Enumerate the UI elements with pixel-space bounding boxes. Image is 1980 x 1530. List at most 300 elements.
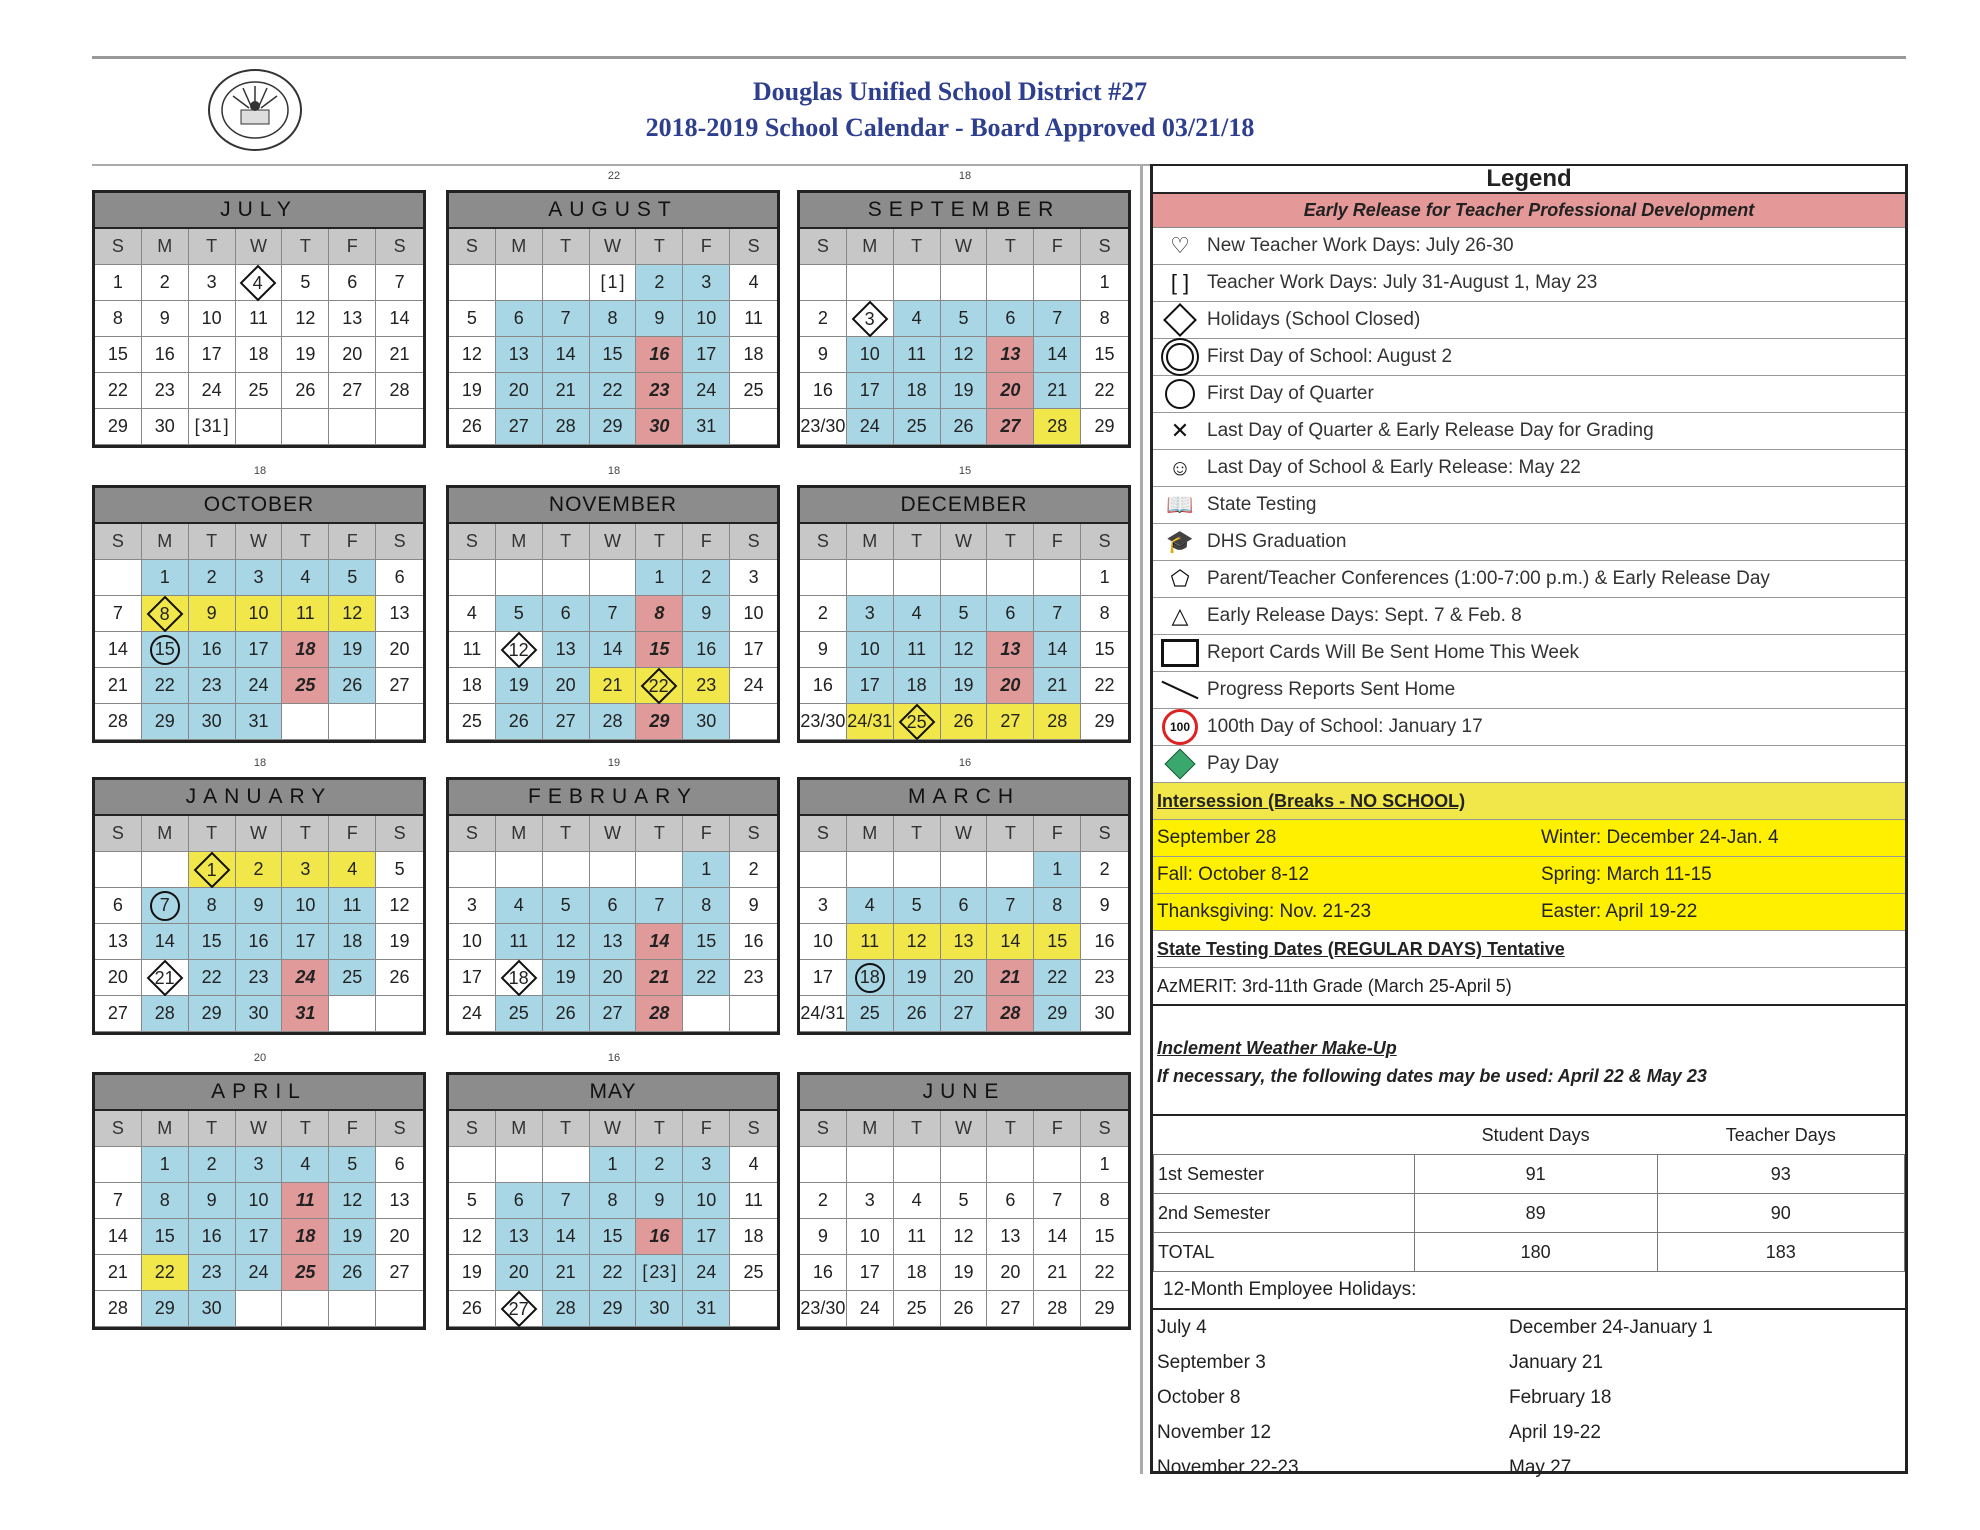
day-cell: [282, 301, 329, 337]
day-number: 19: [342, 639, 363, 659]
day-cell: [329, 1219, 376, 1255]
day-number: 15: [1047, 931, 1068, 951]
day-cell: [449, 852, 496, 888]
day-number: [ 23 ]: [642, 1262, 676, 1283]
day-number: 3: [466, 895, 477, 915]
day-cell: [800, 1291, 847, 1327]
day-number: 16: [201, 639, 222, 659]
weekday-label: T: [636, 816, 683, 851]
day-cell: [1034, 560, 1081, 596]
day-number: 5: [560, 895, 571, 915]
day-number: 8: [146, 595, 183, 632]
month-december: [797, 485, 1131, 743]
day-cell: [189, 1291, 236, 1327]
day-number: 15: [154, 1226, 175, 1246]
weekday-label: S: [393, 1118, 406, 1138]
month-july: [92, 190, 426, 448]
days-table-cell: 93: [1657, 1155, 1904, 1194]
day-cell: [987, 996, 1034, 1032]
month-day-count: 15: [958, 465, 972, 477]
month-april: [92, 1072, 426, 1330]
day-cell: [987, 337, 1034, 373]
day-number: 29: [649, 711, 670, 731]
day-number: 14: [107, 1226, 128, 1246]
day-cell: [800, 301, 847, 337]
month-name: DECEMBER: [800, 488, 1128, 524]
day-number: 2: [654, 1154, 665, 1174]
day-number: 6: [1005, 603, 1016, 623]
weekday-label: S: [747, 1118, 760, 1138]
day-number: 14: [1000, 931, 1021, 951]
day-number: 11: [744, 308, 763, 328]
day-number: 9: [817, 639, 828, 659]
day-number: 17: [696, 1226, 717, 1246]
diamond-icon: [1153, 308, 1207, 332]
day-number: 5: [347, 1154, 358, 1174]
inclement-weather-heading: Inclement Weather Make-Up: [1157, 1038, 1397, 1058]
day-cell: [847, 888, 894, 924]
intersession-text: Thanksgiving: Nov. 21-23: [1157, 901, 1372, 922]
day-cell: [730, 668, 777, 704]
day-cell: [800, 632, 847, 668]
day-number: 16: [154, 344, 175, 364]
day-number: 21: [555, 380, 576, 400]
month-november: [446, 485, 780, 743]
day-number: 7: [560, 1190, 571, 1210]
day-cell: [189, 301, 236, 337]
day-cell: [142, 704, 189, 740]
day-cell: [730, 1219, 777, 1255]
day-number: 29: [1094, 416, 1115, 436]
day-number: 3: [851, 300, 888, 337]
day-number: 20: [389, 639, 410, 659]
day-number: 5: [394, 859, 405, 879]
day-cell: [590, 960, 637, 996]
weekday-label: S: [449, 1111, 496, 1146]
day-number: 2: [159, 272, 170, 292]
weekday-label: S: [393, 236, 406, 256]
day-cell: [941, 409, 988, 445]
day-number: 26: [953, 711, 974, 731]
day-cell: [1081, 265, 1128, 301]
day-number: 30: [248, 1003, 269, 1023]
day-cell: [1081, 560, 1128, 596]
day-number: 12: [953, 639, 974, 659]
day-cell: [449, 1291, 496, 1327]
day-cell: [683, 596, 730, 632]
day-cell: [894, 1183, 941, 1219]
day-cell: [730, 337, 777, 373]
day-number: 15: [1094, 639, 1115, 659]
day-number: 20: [1000, 1262, 1021, 1282]
day-cell: [189, 852, 236, 888]
day-cell: [683, 337, 730, 373]
day-cell: [142, 1219, 189, 1255]
day-number: 1: [159, 1154, 170, 1174]
legend-row: [1153, 672, 1905, 709]
legend-text: DHS Graduation: [1207, 531, 1347, 552]
day-number: 22: [154, 675, 175, 695]
day-number: 8: [159, 1190, 170, 1210]
day-cell: [847, 337, 894, 373]
day-cell: [1034, 632, 1081, 668]
day-number: 21: [389, 344, 410, 364]
day-cell: [95, 1183, 142, 1219]
day-cell: [636, 852, 683, 888]
day-cell: [329, 996, 376, 1032]
day-number: 5: [466, 1190, 477, 1210]
day-cell: [189, 888, 236, 924]
day-number: 16: [696, 639, 717, 659]
day-cell: [282, 704, 329, 740]
day-cell: [941, 888, 988, 924]
day-cell: [329, 1255, 376, 1291]
day-cell: [496, 373, 543, 409]
day-number: 18: [295, 639, 316, 659]
day-number: 4: [347, 859, 358, 879]
weekday-label: S: [393, 823, 406, 843]
day-number: 31: [696, 416, 717, 436]
day-number: 22: [696, 967, 717, 987]
day-number: 26: [342, 675, 363, 695]
day-cell: [1081, 409, 1128, 445]
day-cell: [683, 960, 730, 996]
day-number: [ 1 ]: [600, 272, 624, 293]
day-cell: [730, 924, 777, 960]
day-number: 28: [555, 416, 576, 436]
day-number: 22: [154, 1262, 175, 1282]
weekday-label: T: [189, 229, 236, 264]
day-number: 18: [743, 1226, 764, 1246]
weekday-label: M: [142, 1111, 189, 1146]
day-cell: [329, 632, 376, 668]
day-cell: [282, 1219, 329, 1255]
day-cell: [236, 960, 283, 996]
day-number: 28: [389, 380, 410, 400]
day-number: 9: [206, 1190, 217, 1210]
days-table-cell: 183: [1657, 1233, 1904, 1272]
month-day-count: 18: [958, 170, 972, 182]
day-cell: [449, 265, 496, 301]
day-cell: [543, 1219, 590, 1255]
day-number: 10: [859, 1226, 880, 1246]
day-cell: [590, 560, 637, 596]
month-name: FEBRUARY: [449, 780, 777, 816]
weekday-label: M: [496, 1111, 543, 1146]
day-number: 17: [859, 1262, 880, 1282]
day-number: 22: [602, 1262, 623, 1282]
day-number: 14: [107, 639, 128, 659]
day-cell: [941, 996, 988, 1032]
legend-text: Teacher Work Days: July 31-August 1, May 23: [1207, 272, 1598, 293]
day-cell: [847, 960, 894, 996]
day-number: 2: [817, 1190, 828, 1210]
day-number: 22: [107, 380, 128, 400]
day-number: 24: [461, 1003, 482, 1023]
day-cell: [1081, 301, 1128, 337]
weekday-label: F: [683, 1111, 730, 1146]
day-number: 23: [201, 675, 222, 695]
day-number: 12: [342, 1190, 363, 1210]
day-number: 12: [389, 895, 410, 915]
weekday-label: T: [189, 816, 236, 851]
day-number: 8: [607, 308, 618, 328]
day-cell: [683, 852, 730, 888]
weekday-label: F: [1034, 229, 1081, 264]
weekday-label: W: [236, 1111, 283, 1146]
legend-text: First Day of School: August 2: [1207, 346, 1453, 367]
weekday-label: S: [1098, 236, 1111, 256]
day-cell: [95, 1219, 142, 1255]
employee-holiday: October 8: [1157, 1387, 1241, 1408]
legend-row: [1153, 598, 1905, 635]
day-cell: [282, 560, 329, 596]
day-cell: [329, 888, 376, 924]
day-number: 27: [1000, 1298, 1021, 1318]
day-number: 23/30: [800, 416, 846, 436]
employee-holiday: November 22-23: [1157, 1457, 1299, 1478]
day-cell: [282, 668, 329, 704]
legend-text: Last Day of Quarter & Early Release Day for Grading: [1207, 420, 1654, 441]
day-cell: [636, 668, 683, 704]
day-cell: [941, 960, 988, 996]
days-table-cell: 89: [1414, 1194, 1657, 1233]
day-cell: [730, 996, 777, 1032]
day-cell: [282, 409, 329, 445]
day-cell: [236, 560, 283, 596]
legend-title: Legend: [1153, 166, 1905, 194]
day-cell: [800, 337, 847, 373]
weekday-label: S: [800, 229, 847, 264]
day-number: 3: [864, 1190, 875, 1210]
day-number: 2: [253, 859, 264, 879]
day-cell: [730, 560, 777, 596]
day-cell: [95, 996, 142, 1032]
weekday-label: W: [590, 524, 637, 559]
weekday-label: T: [987, 229, 1034, 264]
day-number: 2: [817, 603, 828, 623]
intersession-row: [1153, 894, 1905, 931]
weekday-label: W: [236, 816, 283, 851]
day-cell: [189, 1183, 236, 1219]
day-cell: [282, 852, 329, 888]
day-number: 19: [906, 967, 927, 987]
day-cell: [800, 668, 847, 704]
day-cell: [941, 596, 988, 632]
day-cell: [376, 632, 423, 668]
day-cell: [941, 1147, 988, 1183]
day-cell: [987, 409, 1034, 445]
weekday-label: W: [590, 1111, 637, 1146]
day-number: 8: [1099, 308, 1110, 328]
day-number: 31: [696, 1298, 717, 1318]
day-cell: [329, 1183, 376, 1219]
day-number: 22: [641, 667, 678, 704]
day-number: 26: [906, 1003, 927, 1023]
day-cell: [376, 265, 423, 301]
day-cell: [1081, 1255, 1128, 1291]
day-cell: [496, 337, 543, 373]
day-cell: [847, 560, 894, 596]
day-cell: [189, 1219, 236, 1255]
day-number: 21: [649, 967, 670, 987]
day-cell: [1081, 888, 1128, 924]
day-number: 16: [812, 675, 833, 695]
day-cell: [449, 996, 496, 1032]
day-cell: [189, 996, 236, 1032]
weekday-label: T: [894, 229, 941, 264]
day-number: 13: [508, 344, 529, 364]
day-number: 23: [649, 380, 670, 400]
day-number: 6: [560, 603, 571, 623]
day-number: 15: [602, 1226, 623, 1246]
day-number: 28: [154, 1003, 175, 1023]
day-cell: [1081, 596, 1128, 632]
day-cell: [189, 337, 236, 373]
day-number: 21: [1000, 967, 1021, 987]
employee-holiday: May 27: [1509, 1457, 1572, 1478]
page-title: [560, 74, 1340, 146]
weekday-label: T: [636, 229, 683, 264]
day-number: 29: [1094, 1298, 1115, 1318]
day-number: 24: [696, 380, 717, 400]
day-number: 17: [248, 1226, 269, 1246]
day-cell: [1034, 265, 1081, 301]
day-number: 1: [1099, 567, 1110, 587]
day-cell: [800, 1183, 847, 1219]
day-cell: [95, 924, 142, 960]
day-number: 20: [342, 344, 363, 364]
day-number: 5: [958, 1190, 969, 1210]
day-number: 7: [112, 1190, 123, 1210]
day-cell: [730, 960, 777, 996]
day-cell: [847, 301, 894, 337]
day-cell: [543, 265, 590, 301]
day-number: 15: [696, 931, 717, 951]
day-cell: [236, 888, 283, 924]
day-cell: [142, 960, 189, 996]
day-cell: [800, 996, 847, 1032]
day-number: 8: [701, 895, 712, 915]
day-number: 18: [500, 959, 537, 996]
day-cell: [1081, 632, 1128, 668]
weekday-label: F: [1034, 1111, 1081, 1146]
day-cell: [1081, 1147, 1128, 1183]
day-number: 5: [513, 603, 524, 623]
day-cell: [496, 632, 543, 668]
day-cell: [683, 1291, 730, 1327]
day-number: 22: [1094, 380, 1115, 400]
day-cell: [142, 632, 189, 668]
day-cell: [636, 265, 683, 301]
day-cell: [1034, 1255, 1081, 1291]
day-number: 1: [1099, 272, 1110, 292]
day-number: 28: [1000, 1003, 1021, 1023]
day-number: 17: [295, 931, 316, 951]
day-cell: [543, 301, 590, 337]
day-number: 18: [906, 1262, 927, 1282]
day-number: 27: [342, 380, 363, 400]
day-cell: [683, 632, 730, 668]
day-number: 30: [649, 1298, 670, 1318]
day-number: 4: [466, 603, 477, 623]
day-cell: [636, 704, 683, 740]
day-cell: [543, 852, 590, 888]
day-number: 7: [560, 308, 571, 328]
day-cell: [376, 1255, 423, 1291]
day-cell: [329, 852, 376, 888]
day-cell: [329, 560, 376, 596]
day-number: 25: [743, 1262, 764, 1282]
day-cell: [282, 265, 329, 301]
day-cell: [449, 1147, 496, 1183]
month-day-count: 22: [607, 170, 621, 182]
day-cell: [142, 265, 189, 301]
day-cell: [236, 996, 283, 1032]
day-cell: [987, 632, 1034, 668]
legend-row: [1153, 709, 1905, 746]
day-number: 17: [859, 380, 880, 400]
day-cell: [95, 373, 142, 409]
day-cell: [590, 888, 637, 924]
day-cell: [449, 596, 496, 632]
month-name: JULY: [95, 193, 423, 229]
day-number: 11: [509, 931, 529, 951]
day-number: 7: [654, 895, 665, 915]
day-number: 1: [112, 272, 123, 292]
weekday-label: F: [329, 1111, 376, 1146]
day-number: 21: [602, 675, 623, 695]
day-number: 8: [206, 895, 217, 915]
day-cell: [683, 1219, 730, 1255]
day-number: 3: [748, 567, 759, 587]
month-september: [797, 190, 1131, 448]
day-cell: [800, 1255, 847, 1291]
day-number: 19: [555, 967, 576, 987]
day-cell: [189, 632, 236, 668]
day-cell: [496, 1255, 543, 1291]
intersession-text: Fall: October 8-12: [1157, 864, 1310, 885]
day-cell: [683, 888, 730, 924]
day-number: 30: [696, 711, 717, 731]
day-number: 18: [855, 963, 885, 993]
day-cell: [1081, 960, 1128, 996]
day-cell: [1034, 409, 1081, 445]
box-icon: [1153, 639, 1207, 667]
day-cell: [894, 373, 941, 409]
day-number: 1: [159, 567, 170, 587]
day-number: 20: [107, 967, 128, 987]
day-cell: [543, 924, 590, 960]
day-number: 14: [555, 344, 576, 364]
legend-text: 100th Day of School: January 17: [1207, 716, 1483, 737]
day-number: 25: [342, 967, 363, 987]
day-number: 12: [461, 344, 482, 364]
day-cell: [847, 1147, 894, 1183]
day-cell: [543, 560, 590, 596]
weekday-label: T: [636, 524, 683, 559]
day-number: 13: [555, 639, 576, 659]
weekday-header: [800, 816, 1128, 852]
day-cell: [449, 337, 496, 373]
inclement-weather-line: If necessary, the following dates may be used: April 22 & May 23: [1157, 1066, 1707, 1086]
weekday-header: [95, 1111, 423, 1147]
day-cell: [590, 409, 637, 445]
day-cell: [636, 924, 683, 960]
day-cell: [590, 1219, 637, 1255]
day-cell: [543, 596, 590, 632]
day-number: 20: [389, 1226, 410, 1246]
